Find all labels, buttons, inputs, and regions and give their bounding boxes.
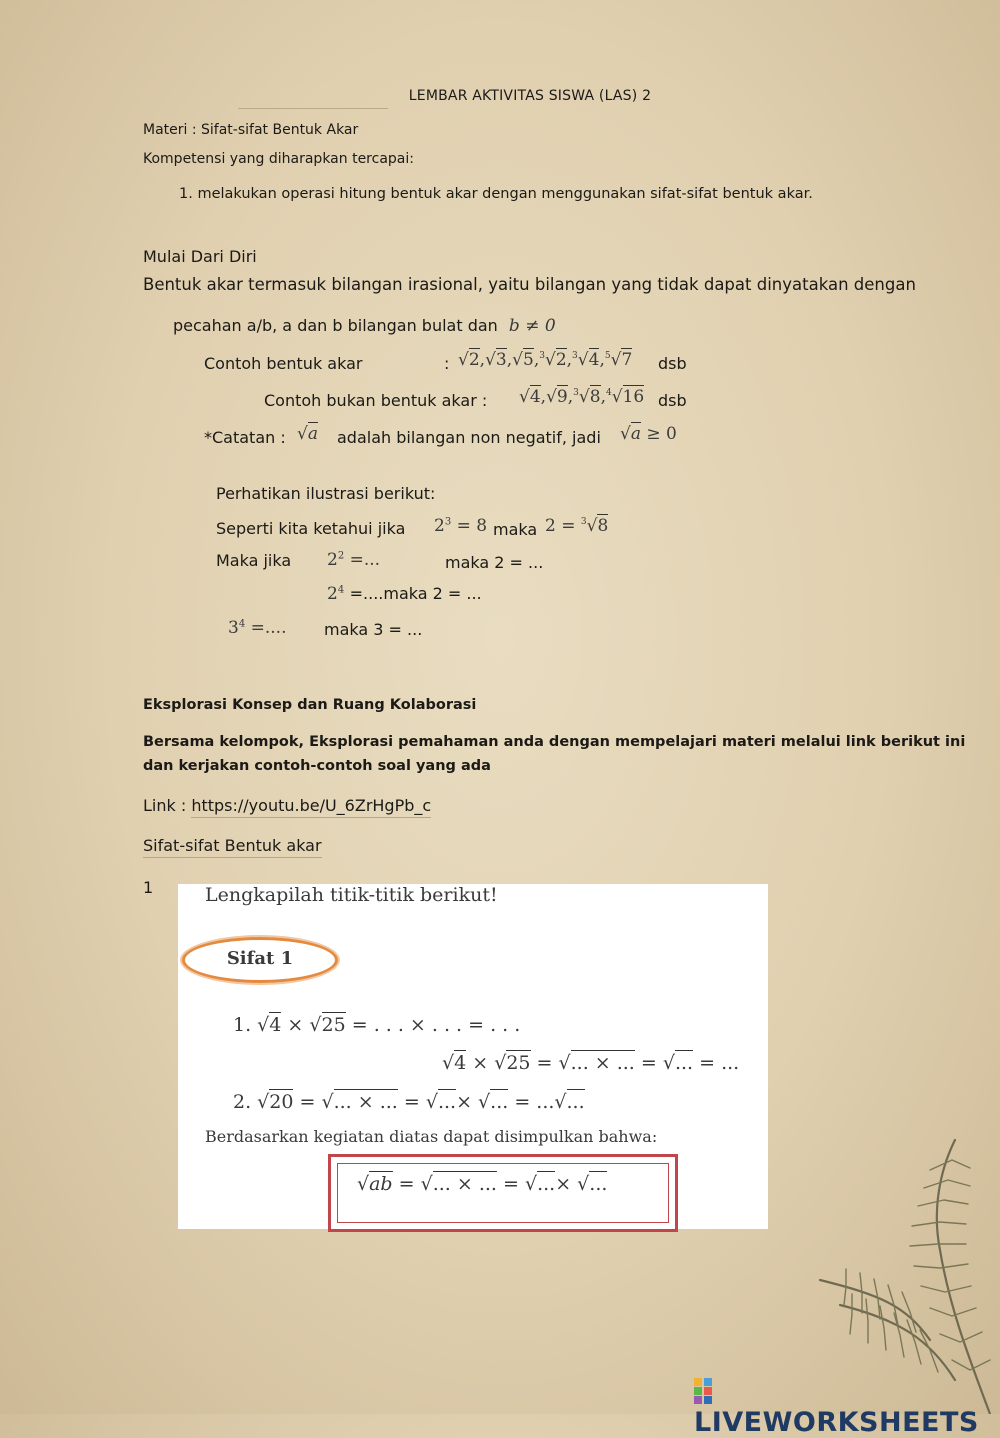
eksplorasi-para-2: dan kerjakan contoh-contoh soal yang ada (143, 758, 491, 774)
ilustrasi-l4-eq: $3^4$ =.... (228, 618, 287, 638)
ilustrasi-heading: Perhatikan ilustrasi berikut: (216, 484, 436, 503)
kompetensi-item: 1. melakukan operasi hitung bentuk akar dengan menggunakan sifat-sifat bentuk akar. (179, 186, 813, 202)
bukan-math: √4,√9,$^3$√8,$^4$√16 (519, 387, 645, 407)
catatan-math: √a ≥ 0 (620, 424, 677, 444)
contoh-dsb: dsb (658, 354, 687, 373)
sifat-badge (182, 937, 338, 983)
bukan-dsb: dsb (658, 391, 687, 410)
materi-line: Materi : Sifat-sifat Bentuk Akar (143, 122, 359, 138)
item-number: 1 (143, 878, 154, 897)
kompetensi-line: Kompetensi yang diharapkan tercapai: (143, 151, 414, 167)
catatan-sqrt-a: √a (297, 424, 318, 444)
mulai-line-2 (173, 316, 556, 336)
liveworksheets-mark-icon (694, 1378, 712, 1404)
ilustrasi-l3: $2^4$ =....maka 2 = ... (327, 584, 482, 604)
page-title: LEMBAR AKTIVITAS SISWA (LAS) 2 (408, 88, 652, 104)
q1-work-line: √4 × √25 = √... × ... = √... = ... (442, 1052, 740, 1074)
q1-line: 1. √4 × √25 = . . . × . . . = . . . (233, 1014, 521, 1036)
ilustrasi-l2-eq: $2^2$ =... (327, 550, 381, 570)
liveworksheets-logo: LIVEWORKSHEETS (694, 1376, 1000, 1438)
contoh-label: Contoh bentuk akar (204, 354, 363, 373)
ilustrasi-l1-eq: $2^3 = 8$ (434, 516, 488, 536)
b-not-zero: b ≠ 0 (508, 316, 556, 336)
catatan-mid: adalah bilangan non negatif, jadi (337, 428, 601, 447)
catatan-label: *Catatan : (204, 428, 286, 447)
link-label: Link : (143, 796, 192, 815)
ilustrasi-l1-res: 2 = $^3$√8 (545, 516, 609, 536)
ilustrasi-l1-text: Seperti kita ketahui jika (216, 519, 406, 538)
conclusion-text: Berdasarkan kegiatan diatas dapat disimpulkan bahwa: (205, 1127, 658, 1146)
sifat-heading: Sifat-sifat Bentuk akar (143, 836, 322, 858)
ilustrasi-l1-maka: maka (493, 520, 538, 539)
eksplorasi-para: Bersama kelompok, Eksplorasi pemahaman anda dengan mempelajari materi melalui link berikut ini (143, 734, 966, 750)
bukan-label: Contoh bukan bentuk akar : (264, 391, 488, 410)
contoh-math: √2,√3,√5,$^3$√2,$^3$√4,$^5$√7 (458, 350, 633, 370)
sifat-label: Sifat 1 (226, 948, 294, 969)
exercise-image (178, 884, 768, 1229)
ilustrasi-l4-maka: maka 3 = ... (324, 620, 423, 639)
ilustrasi-l2-maka: maka 2 = ... (445, 553, 544, 572)
contoh-colon: : (444, 354, 450, 373)
mulai-line-1: Bentuk akar termasuk bilangan irasional, yaitu bilangan yang tidak dapat dinyatakan dengan (143, 275, 916, 294)
ilustrasi-l2-text: Maka jika (216, 551, 292, 570)
link-line (143, 796, 431, 815)
mulai-heading: Mulai Dari Diri (143, 247, 257, 266)
pine-branch-decoration (780, 1130, 1000, 1414)
eksplorasi-heading: Eksplorasi Konsep dan Ruang Kolaborasi (143, 697, 477, 713)
exercise-instruction: Lengkapilah titik-titik berikut! (205, 884, 498, 906)
conclusion-formula: √ab = √... × ... = √...× √... (357, 1173, 608, 1195)
conclusion-box (328, 1154, 678, 1232)
q2-line: 2. √20 = √... × ... = √...× √... = ...√... (233, 1091, 585, 1113)
title-divider (238, 108, 388, 109)
mulai-line-2-text: pecahan a/b, a dan b bilangan bulat dan (173, 316, 498, 335)
video-link[interactable]: https://youtu.be/U_6ZrHgPb_c (191, 796, 431, 818)
